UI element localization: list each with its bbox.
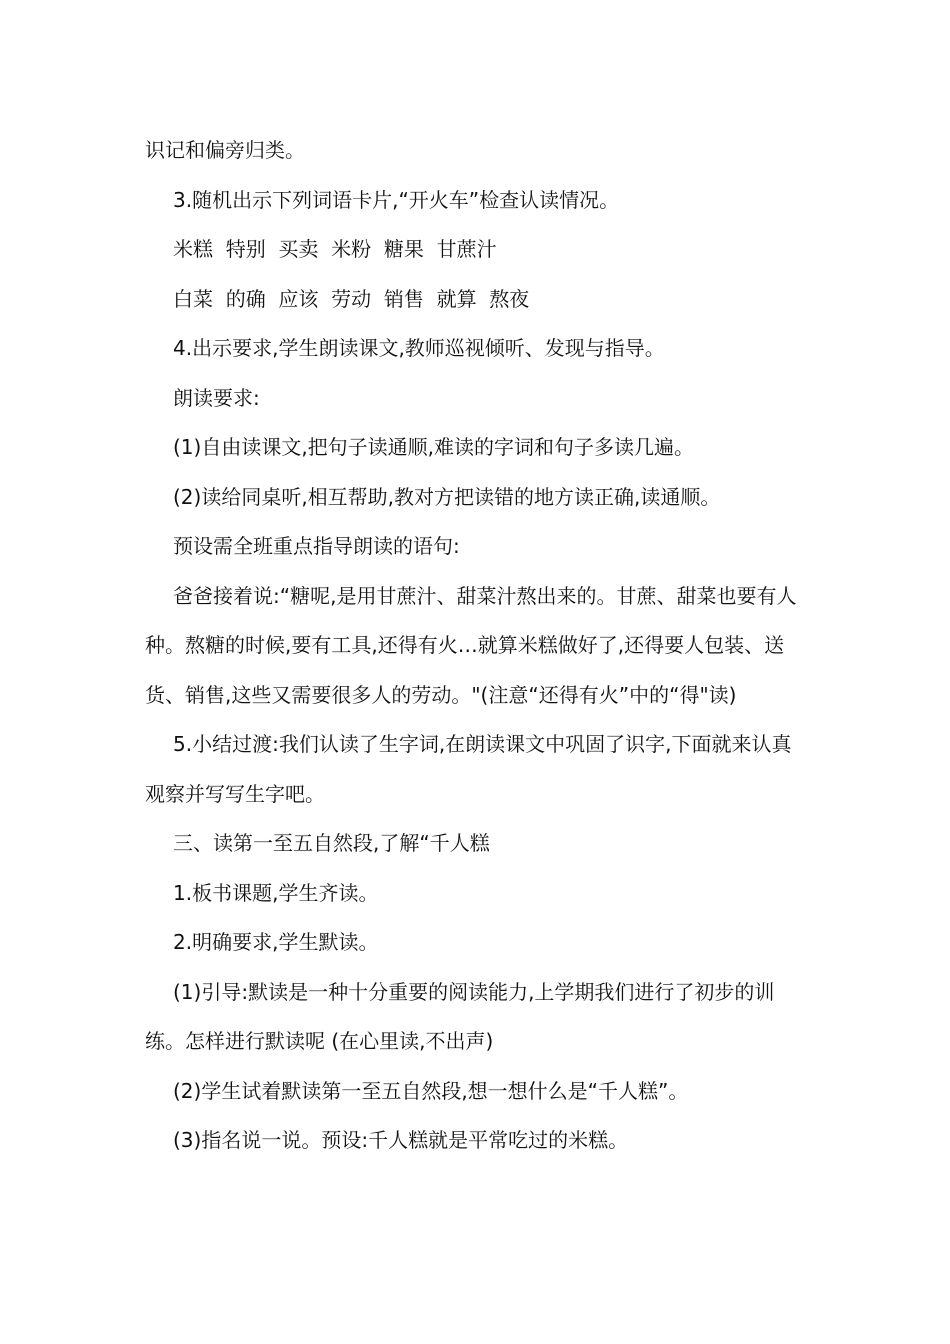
paragraph-step-4: 4.出示要求,学生朗读课文,教师巡视倾听、发现与指导。: [173, 336, 665, 360]
word-cards-row-2: 白菜 的确 应该 劳动 销售 就算 熬夜: [173, 286, 530, 311]
preset-sentences-heading: 预设需全班重点指导朗读的语句:: [173, 534, 460, 558]
word-cards-row-1: 米糕 特别 买卖 米粉 糖果 甘蔗汁: [173, 237, 497, 261]
section-heading-3: 三、读第一至五自然段,了解“千人糕: [173, 831, 490, 855]
section-step-1: 1.板书课题,学生齐读。: [173, 880, 379, 905]
requirement-1: (1)自由读课文,把句子读通顺,难读的字词和句子多读几遍。: [173, 435, 695, 459]
sub-step-3: (3)指名说一说。预设:千人糕就是平常吃过的米糕。: [173, 1128, 629, 1152]
quoted-passage: 爸爸接着说:“糖呢,是用甘蔗汁、甜菜汁熬出来的。甘蔗、甜菜也要有人种。熬糖的时候,要有工具,还得有火…就算米糕做好了,还得要人包装、送货、销售,这些又需要很多人的劳动。"(注意“还得有火”中的“得"读): [145, 583, 797, 707]
paragraph-step-3: 3.随机出示下列词语卡片,“开火车”检查认读情况。: [173, 187, 620, 212]
reading-requirements-heading: 朗读要求:: [173, 385, 260, 410]
sub-step-1: (1)引导:默读是一种十分重要的阅读能力,上学期我们进行了初步的训练。怎样进行默读呢 (在心里读,不出声): [145, 979, 775, 1053]
paragraph-step-5: 5.小结过渡:我们认读了生字词,在朗读课文中巩固了识字,下面就来认真观察并写写生字吧。: [145, 732, 792, 806]
paragraph-continuation: 识记和偏旁归类。: [145, 138, 305, 162]
document-body: [145, 126, 810, 1166]
section-step-2: 2.明确要求,学生默读。: [173, 930, 379, 954]
sub-step-2: (2)学生试着默读第一至五自然段,想一想什么是“千人糕”。: [173, 1078, 689, 1103]
requirement-2: (2)读给同桌听,相互帮助,教对方把读错的地方读正确,读通顺。: [173, 484, 721, 509]
